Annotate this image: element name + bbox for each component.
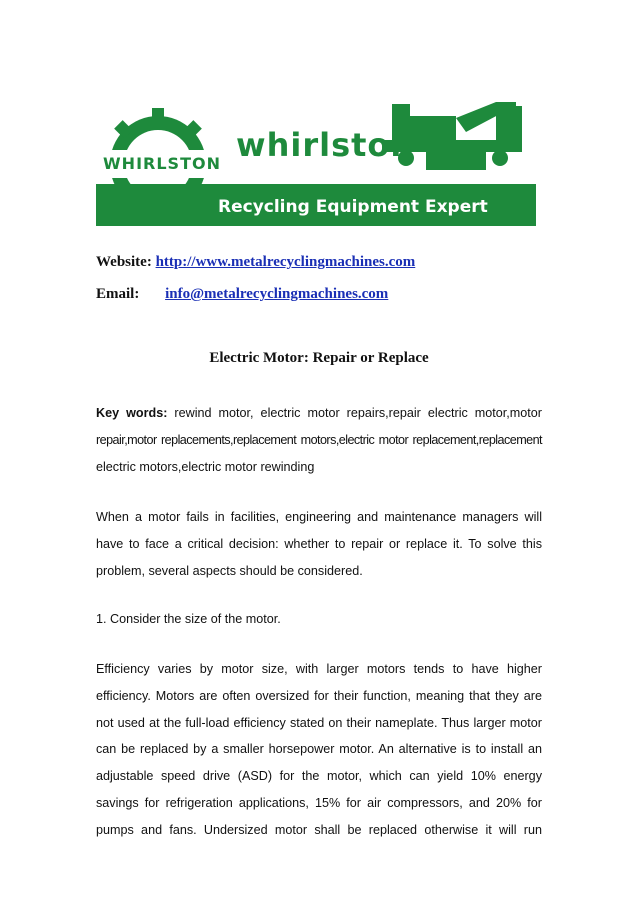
email-line bbox=[96, 286, 388, 303]
body-line: Efficiency varies by motor size, with larger motors tends to have higher bbox=[96, 662, 542, 676]
keywords-paragraph bbox=[96, 400, 542, 480]
body-line: efficiency. Motors are often oversized for their function, meaning that they are bbox=[96, 688, 542, 703]
keywords-label: Key words: bbox=[96, 406, 168, 420]
email-link[interactable]: info@metalrecyclingmachines.com bbox=[165, 286, 389, 302]
intro-line: problem, several aspects should be considered. bbox=[96, 563, 363, 578]
banner-brand-text: whirlston bbox=[236, 126, 415, 164]
keywords-line: electric motors,electric motor rewinding bbox=[96, 459, 315, 474]
intro-line: When a motor fails in facilities, engineering and maintenance managers will bbox=[96, 510, 542, 524]
intro-paragraph bbox=[96, 504, 542, 584]
section-1-heading: 1. Consider the size of the motor. bbox=[96, 612, 281, 626]
website-label: Website: bbox=[96, 254, 152, 270]
intro-line: have to face a critical decision: whether to repair or replace it. To solve this bbox=[96, 536, 542, 551]
body-line: adjustable speed drive (ASD) for the motor, which can yield 10% energy bbox=[96, 769, 542, 784]
banner-logo-text: WHIRLSTON bbox=[103, 154, 221, 173]
company-banner bbox=[96, 96, 536, 226]
website-link[interactable]: http://www.metalrecyclingmachines.com bbox=[155, 254, 416, 270]
body-paragraph bbox=[96, 656, 542, 844]
keywords-line: repair,motor replacements,replacement motors,electric motor replacement,replacement bbox=[96, 432, 542, 447]
body-line: not used at the full-load efficiency stated on their nameplate. Thus larger motor bbox=[96, 715, 542, 730]
body-line: pumps and fans. Undersized motor shall be replaced otherwise it will run bbox=[96, 822, 542, 837]
body-line: can be replaced by a smaller horsepower motor. An alternative is to install an bbox=[96, 742, 542, 757]
website-line bbox=[96, 254, 415, 271]
document-title: Electric Motor: Repair or Replace bbox=[209, 350, 429, 366]
keywords-line: Key words: rewind motor, electric motor repairs,repair electric motor,motor bbox=[96, 406, 542, 420]
body-line: savings for refrigeration applications, 15% for air compressors, and 20% for bbox=[96, 795, 542, 810]
email-label: Email: bbox=[96, 286, 140, 302]
banner-tagline-art: Recycling Equipment Expert bbox=[218, 197, 488, 217]
